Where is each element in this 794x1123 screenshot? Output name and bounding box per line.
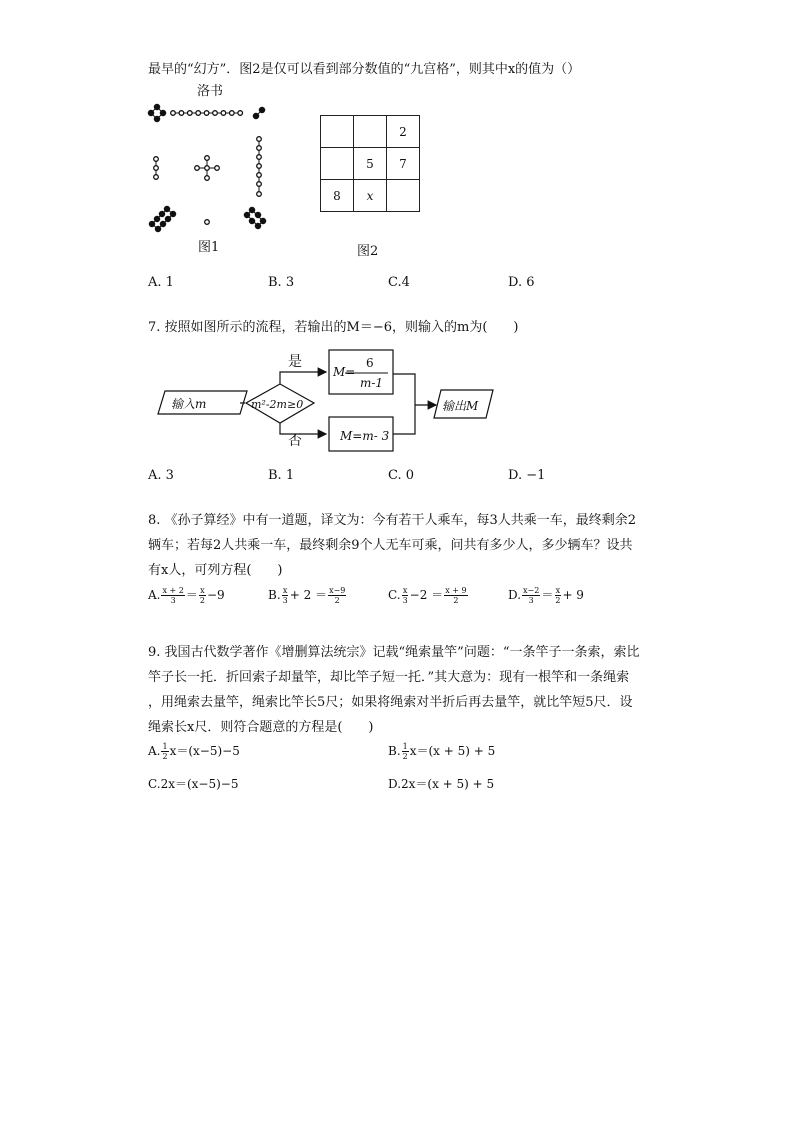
q9-option-d: D.2x＝(x + 5) + 5 <box>388 777 495 791</box>
grid-cell <box>321 148 354 180</box>
grid-cell: 7 <box>387 148 420 180</box>
grid-row <box>321 148 420 180</box>
fig1-caption: 图1 <box>198 240 220 255</box>
grid-cell: x <box>354 180 387 212</box>
flow-yes-lhs: M= <box>333 365 356 379</box>
grid-cell <box>387 180 420 212</box>
flow-yes-numerator: 6 <box>366 356 374 370</box>
grid-cell: 2 <box>387 116 420 148</box>
q9-option-c: C.2x＝(x−5)−5 <box>148 777 239 791</box>
grid-row <box>321 116 420 148</box>
q6-option-c: C.4 <box>388 275 410 290</box>
flow-input-text: 输入m <box>171 397 207 411</box>
q8-option-c: C. $\frac{x}{3}$ −2 ＝ $\frac{x + 9}{2}$ <box>388 586 467 605</box>
q8-line-3: 有x人，可列方程( ) <box>148 563 283 578</box>
grid-row <box>321 180 420 212</box>
q9-line-3: ，用绳索去量竿，绳索比竿长5尺；如果将绳索对半折后再去量竿，就比竿短5尺．设 <box>148 695 633 710</box>
fig2-caption: 图2 <box>357 244 379 259</box>
q8-option-b: B. $\frac{x}{3}$ + 2 ＝ $\frac{x-9}{2}$ <box>268 586 346 605</box>
q9-stem <box>148 640 678 740</box>
q7-stem: 7. 按照如图所示的流程，若输出的M＝−6，则输入的m为( ) <box>148 320 519 335</box>
q9-line-4: 绳索长x尺．则符合题意的方程是( ) <box>148 720 374 735</box>
q8-option-d: D. $\frac{x-2}{3}$ ＝ $\frac{x}{2}$ + 9 <box>508 586 584 605</box>
q7-option-a: A. 3 <box>148 468 174 483</box>
grid-cell: 8 <box>321 180 354 212</box>
q9-line-1: 9. 我国古代数学著作《增删算法统宗》记载“绳索量竿”问题：“一条竿子一条索，索比 <box>148 645 640 660</box>
flow-no-label: 否 <box>288 433 302 449</box>
flow-yes-label: 是 <box>288 354 302 370</box>
q6-option-b: B. 3 <box>268 275 295 290</box>
q9-option-a: A. $\frac{1}{2}$ x＝(x−5)−5 <box>148 742 240 761</box>
grid-cell: 5 <box>354 148 387 180</box>
nine-grid <box>320 115 420 212</box>
q9-option-b: B. $\frac{1}{2}$ x＝(x + 5) + 5 <box>388 742 496 761</box>
q7-option-c: C. 0 <box>388 468 415 483</box>
flow-output-text: 输出M <box>442 399 479 413</box>
grid-cell <box>321 116 354 148</box>
q7-option-d: D. −1 <box>508 468 546 483</box>
flow-condition-text: m²-2m≥0 <box>251 398 304 411</box>
flow-yes-denominator: m-1 <box>360 376 384 390</box>
q7-option-b: B. 1 <box>268 468 295 483</box>
q8-option-a: A. $\frac{x + 2}{3}$ ＝ $\frac{x}{2}$ −9 <box>148 586 225 605</box>
q8-line-2: 辆车；若每2人共乘一车，最终剩余9个人无车可乘，问共有多少人，多少辆车？设共 <box>148 538 633 553</box>
q6-option-d: D. 6 <box>508 275 535 290</box>
grid-cell <box>354 116 387 148</box>
q8-stem <box>148 508 678 583</box>
luoshu-figure <box>146 102 276 237</box>
q9-line-2: 竿子长一托．折回索子却量竿，却比竿子短一托．”其大意为：现有一根竿和一条绳索 <box>148 670 630 685</box>
q6-intro: 最早的“幻方”．图2是仅可以看到部分数值的“九宫格”，则其中x的值为（） <box>148 62 581 77</box>
q8-line-1: 8. 《孙子算经》中有一道题，译文为：今有若干人乘车，每3人共乘一车，最终剩余2 <box>148 513 637 528</box>
flow-no-text: M=m- 3 <box>340 429 390 443</box>
luoshu-title: 洛书 <box>197 84 224 99</box>
q6-option-a: A. 1 <box>148 275 174 290</box>
